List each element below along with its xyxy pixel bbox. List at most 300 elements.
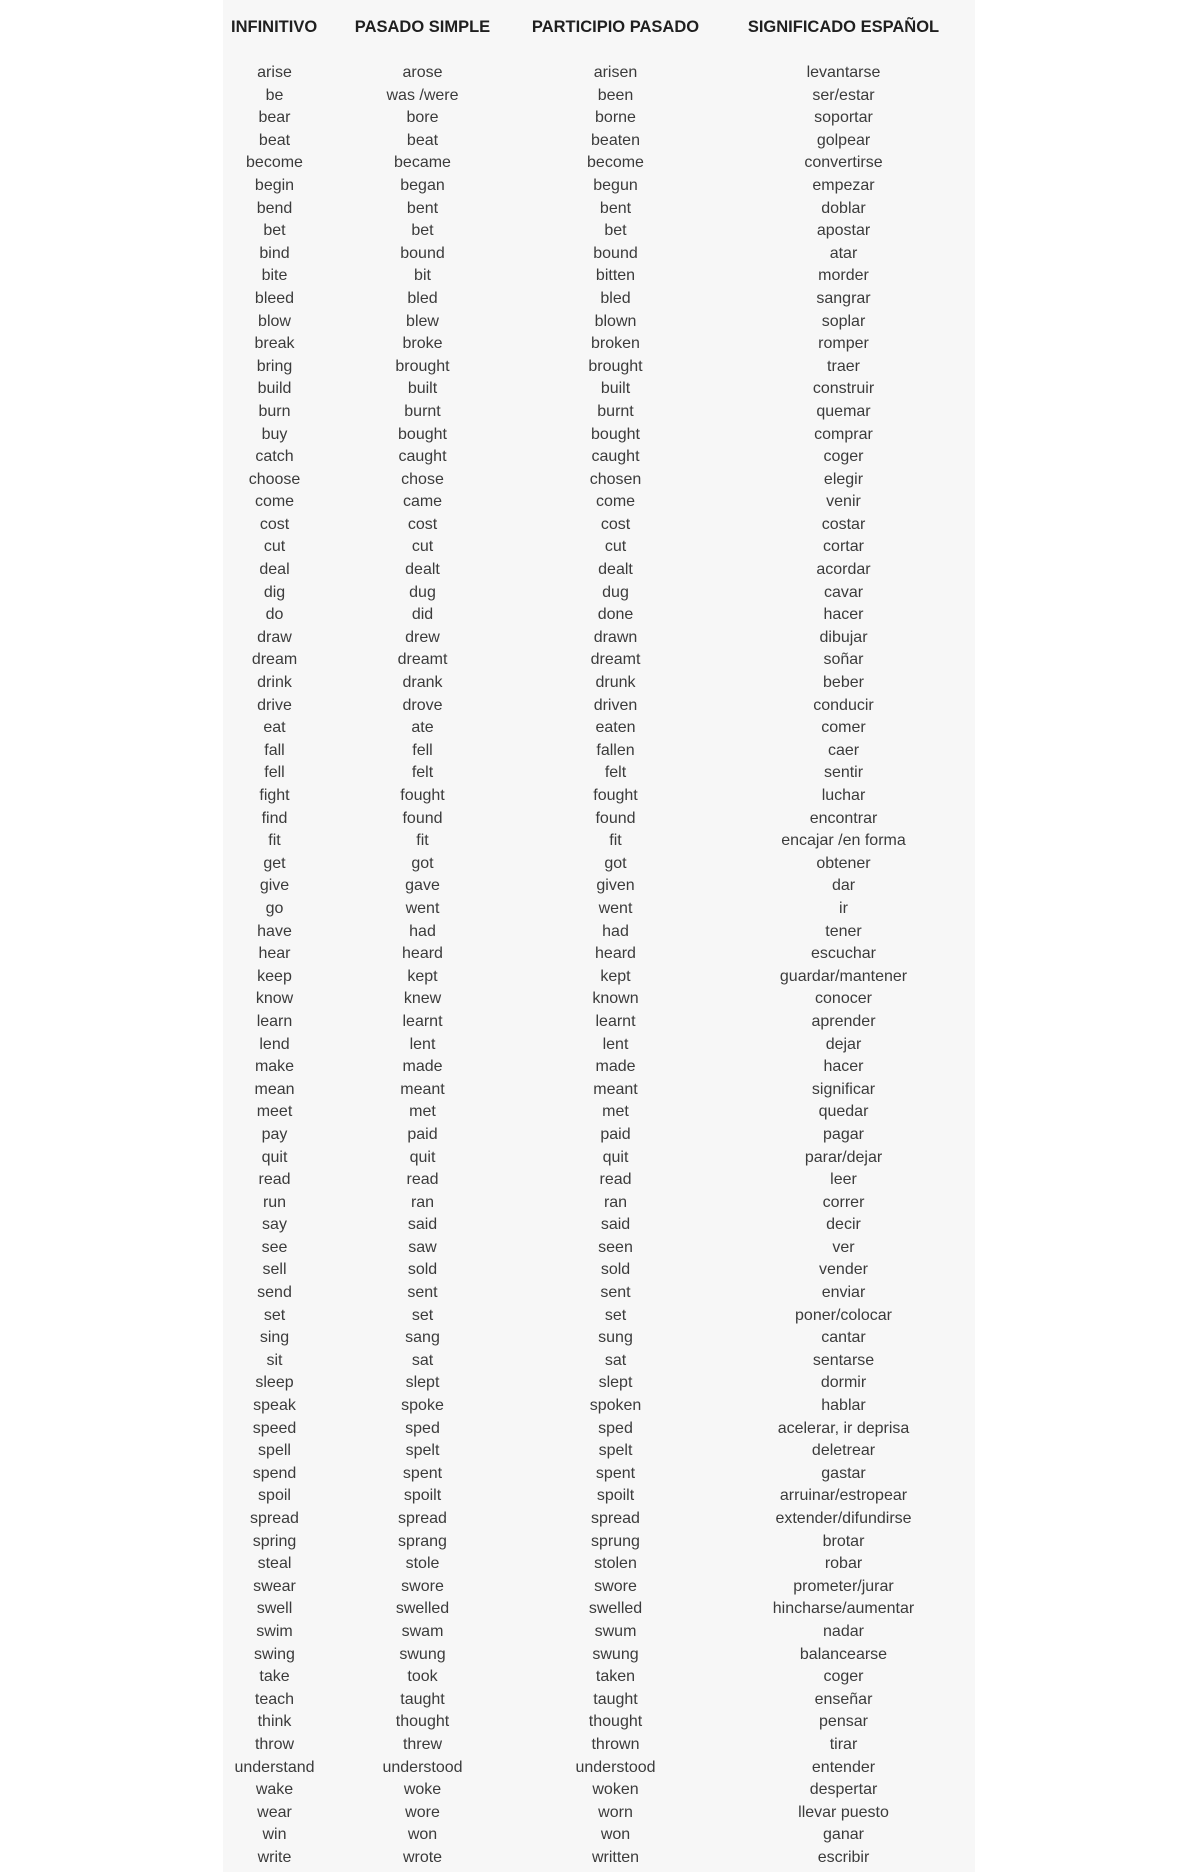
past-simple-cell: swelled	[395, 1600, 450, 1618]
past-participle-cell: thrown	[591, 1735, 640, 1753]
infinitive-cell: write	[257, 1848, 292, 1866]
spanish-meaning-cell: dormir	[820, 1374, 867, 1392]
past-participle-cell: woken	[592, 1781, 639, 1799]
past-participle-cell: had	[602, 922, 629, 940]
spanish-meaning-cell: conducir	[813, 696, 874, 714]
past-simple-cell: kept	[407, 967, 438, 985]
table-row	[223, 808, 975, 831]
infinitive-cell: bleed	[254, 289, 295, 307]
infinitive-cell: hear	[258, 945, 291, 963]
infinitive-cell: speak	[253, 1397, 296, 1415]
past-participle-cell: bet	[604, 222, 627, 240]
table-row	[223, 243, 975, 266]
infinitive-cell: read	[258, 1171, 291, 1189]
infinitive-cell: break	[254, 335, 295, 353]
table-row	[223, 604, 975, 627]
past-simple-cell: woke	[403, 1781, 442, 1799]
past-participle-cell: begun	[593, 176, 638, 194]
spanish-meaning-cell: comer	[821, 719, 866, 737]
table-row	[223, 582, 975, 605]
infinitive-cell: choose	[248, 470, 301, 488]
infinitive-cell: do	[265, 606, 284, 624]
past-participle-cell: caught	[591, 448, 640, 466]
past-simple-cell: began	[400, 176, 445, 194]
table-row	[223, 1011, 975, 1034]
spanish-meaning-cell: brotar	[822, 1532, 865, 1550]
infinitive-cell: quit	[261, 1148, 288, 1166]
past-simple-cell: came	[402, 493, 443, 511]
table-row	[223, 446, 975, 469]
infinitive-cell: see	[261, 1238, 288, 1256]
past-simple-cell: spread	[398, 1510, 447, 1527]
past-simple-cell: wore	[405, 1803, 440, 1821]
infinitive-cell: make	[254, 1058, 295, 1076]
table-row	[223, 966, 975, 989]
spanish-meaning-cell: dejar	[825, 1035, 862, 1053]
past-simple-cell: bled	[407, 289, 438, 307]
table-row	[223, 1689, 975, 1712]
infinitive-cell: bend	[256, 199, 293, 217]
past-participle-cell: swum	[594, 1622, 637, 1640]
past-simple-cell: was /were	[386, 86, 459, 104]
infinitive-cell: give	[259, 877, 290, 895]
table-row	[223, 1711, 975, 1734]
past-simple-cell: bit	[414, 267, 431, 285]
past-participle-cell: went	[598, 899, 633, 917]
past-simple-cell: fell	[412, 741, 433, 759]
past-simple-cell: spent	[402, 1464, 443, 1482]
past-simple-cell: fit	[416, 832, 429, 850]
spanish-meaning-cell: vender	[819, 1261, 868, 1279]
spanish-meaning-cell: quemar	[816, 402, 871, 420]
past-participle-cell: made	[595, 1058, 636, 1076]
infinitive-cell: become	[246, 154, 303, 172]
past-participle-cell: lent	[602, 1035, 629, 1053]
table-row	[223, 785, 975, 808]
past-participle-cell: sold	[600, 1261, 631, 1279]
spanish-meaning-cell: encajar /en forma	[781, 832, 906, 850]
past-simple-cell: thought	[395, 1713, 450, 1731]
spanish-meaning-cell: aprender	[811, 1012, 876, 1030]
past-simple-cell: arose	[402, 64, 443, 81]
infinitive-cell: spread	[250, 1510, 299, 1527]
infinitive-cell: begin	[254, 176, 295, 194]
table-row	[223, 672, 975, 695]
infinitive-cell: dig	[263, 583, 286, 601]
table-row	[223, 536, 975, 559]
infinitive-cell: run	[262, 1193, 287, 1211]
table-row	[223, 1214, 975, 1237]
past-participle-cell: chosen	[589, 470, 642, 488]
table-row	[223, 921, 975, 944]
header-pasado-simple: PASADO SIMPLE	[354, 17, 491, 36]
table-row	[223, 107, 975, 130]
infinitive-cell: say	[262, 1216, 287, 1234]
spanish-meaning-cell: doblar	[821, 199, 866, 217]
spanish-meaning-cell: pagar	[823, 1125, 864, 1143]
past-participle-cell: burnt	[597, 402, 634, 420]
infinitive-cell: pay	[261, 1125, 288, 1143]
infinitive-cell: spoil	[258, 1487, 291, 1505]
past-simple-cell: sang	[405, 1329, 440, 1347]
past-participle-cell: thought	[588, 1713, 643, 1731]
past-simple-cell: said	[407, 1216, 438, 1234]
past-participle-cell: sped	[598, 1419, 633, 1437]
spanish-meaning-cell: escuchar	[811, 945, 876, 963]
past-simple-cell: read	[406, 1171, 439, 1189]
past-participle-cell: swore	[594, 1577, 637, 1595]
spanish-meaning-cell: venir	[826, 493, 861, 511]
past-participle-cell: given	[596, 877, 635, 895]
past-simple-cell: found	[402, 809, 443, 827]
spanish-meaning-cell: encontrar	[809, 809, 878, 827]
table-row	[223, 1779, 975, 1802]
table-row	[223, 1757, 975, 1780]
table-row	[223, 1485, 975, 1508]
infinitive-cell: spend	[252, 1464, 297, 1482]
past-participle-cell: bought	[591, 425, 640, 443]
table-row	[223, 1372, 975, 1395]
infinitive-cell: teach	[254, 1690, 295, 1708]
spanish-meaning-cell: hincharse/aumentar	[772, 1600, 915, 1618]
infinitive-cell: catch	[255, 448, 294, 466]
spanish-meaning-cell: caer	[827, 741, 860, 759]
past-participle-cell: said	[600, 1216, 631, 1234]
infinitive-cell: cut	[263, 538, 286, 556]
table-row	[223, 740, 975, 763]
past-simple-cell: bet	[411, 222, 434, 240]
infinitive-cell: meet	[256, 1103, 293, 1121]
spanish-meaning-cell: convertirse	[804, 154, 883, 172]
table-row	[223, 1824, 975, 1847]
spanish-meaning-cell: hacer	[823, 606, 864, 624]
past-participle-cell: heard	[595, 945, 636, 963]
past-participle-cell: bled	[600, 289, 631, 307]
spanish-meaning-cell: leer	[830, 1171, 857, 1189]
spanish-meaning-cell: balancearse	[799, 1645, 888, 1663]
table-row	[223, 1237, 975, 1260]
table-row	[223, 1395, 975, 1418]
past-simple-cell: cut	[411, 538, 434, 556]
table-row	[223, 627, 975, 650]
infinitive-cell: fit	[268, 832, 281, 850]
spanish-meaning-cell: quedar	[818, 1103, 869, 1121]
spanish-meaning-cell: comprar	[814, 425, 873, 443]
spanish-meaning-cell: coger	[823, 1668, 864, 1686]
past-simple-cell: had	[409, 922, 436, 940]
past-participle-cell: won	[600, 1826, 631, 1844]
spanish-meaning-cell: luchar	[821, 787, 866, 804]
past-participle-cell: quit	[602, 1148, 629, 1166]
infinitive-cell: bring	[256, 357, 293, 375]
past-simple-cell: spoilt	[403, 1487, 442, 1505]
table-row	[223, 762, 975, 785]
past-participle-cell: worn	[598, 1803, 633, 1821]
header-row	[223, 0, 975, 54]
spanish-meaning-cell: romper	[818, 335, 869, 353]
spanish-meaning-cell: coger	[823, 448, 864, 466]
spanish-meaning-cell: enviar	[821, 1284, 866, 1302]
table-row	[223, 311, 975, 334]
table-row	[223, 898, 975, 921]
infinitive-cell: sleep	[255, 1374, 294, 1392]
table-row	[223, 943, 975, 966]
spanish-meaning-cell: soplar	[821, 312, 866, 330]
infinitive-cell: beat	[258, 131, 291, 149]
infinitive-cell: learn	[256, 1012, 293, 1030]
infinitive-cell: swell	[256, 1600, 293, 1618]
irregular-verbs-table	[223, 0, 975, 1870]
infinitive-cell: deal	[259, 561, 290, 579]
header-infinitivo: INFINITIVO	[231, 17, 318, 36]
infinitive-cell: bear	[258, 109, 291, 127]
spanish-meaning-cell: costar	[821, 515, 866, 533]
table-row	[223, 830, 975, 853]
spanish-meaning-cell: pensar	[819, 1713, 868, 1731]
spanish-meaning-cell: atar	[829, 244, 858, 262]
infinitive-cell: burn	[258, 402, 291, 420]
table-row	[223, 1598, 975, 1621]
spanish-meaning-cell: dar	[831, 877, 856, 895]
infinitive-cell: swear	[253, 1577, 296, 1595]
past-simple-cell: slept	[405, 1374, 440, 1392]
table-row	[223, 220, 975, 243]
past-participle-cell: fit	[609, 832, 622, 850]
table-row	[223, 356, 975, 379]
spanish-meaning-cell: traer	[827, 357, 860, 375]
spanish-meaning-cell: cantar	[821, 1329, 866, 1347]
past-participle-cell: swung	[592, 1645, 639, 1663]
infinitive-cell: lend	[259, 1035, 290, 1053]
past-participle-cell: dealt	[598, 561, 633, 579]
spanish-meaning-cell: levantarse	[806, 64, 881, 81]
infinitive-cell: bite	[261, 267, 288, 285]
past-participle-cell: met	[602, 1103, 629, 1121]
spanish-meaning-cell: entender	[811, 1758, 876, 1776]
spanish-meaning-cell: ir	[839, 899, 848, 917]
infinitive-cell: drink	[257, 674, 292, 692]
header-participio-pasado: PARTICIPIO PASADO	[531, 17, 700, 36]
table-row	[223, 333, 975, 356]
past-participle-cell: been	[597, 86, 634, 104]
past-participle-cell: paid	[600, 1125, 631, 1143]
infinitive-cell: swing	[254, 1645, 295, 1663]
past-simple-cell: ate	[411, 719, 434, 737]
table-header	[223, 0, 975, 54]
spanish-meaning-cell: morder	[818, 267, 869, 285]
spanish-meaning-cell: extender/difundirse	[775, 1510, 912, 1527]
infinitive-cell: sit	[266, 1351, 283, 1369]
past-participle-cell: built	[600, 380, 631, 398]
infinitive-cell: bet	[263, 222, 286, 240]
table-body	[223, 54, 975, 1870]
past-simple-cell: drove	[402, 696, 443, 714]
table-row	[223, 559, 975, 582]
past-participle-cell: borne	[595, 109, 636, 127]
infinitive-cell: cost	[259, 515, 290, 533]
past-simple-cell: swore	[401, 1577, 444, 1595]
infinitive-cell: bind	[259, 244, 290, 262]
table-row	[223, 1327, 975, 1350]
spanish-meaning-cell: elegir	[823, 470, 864, 488]
table-row	[223, 853, 975, 876]
past-simple-cell: sold	[407, 1261, 438, 1279]
infinitive-cell: think	[257, 1713, 292, 1731]
table-row	[223, 62, 975, 85]
past-participle-cell: spoilt	[596, 1487, 635, 1505]
spanish-meaning-cell: poner/colocar	[795, 1306, 892, 1324]
infinitive-cell: come	[254, 493, 295, 511]
table-row	[223, 1666, 975, 1689]
spanish-meaning-cell: nadar	[823, 1622, 864, 1640]
past-simple-cell: dug	[409, 583, 436, 601]
table-row	[223, 1621, 975, 1644]
spanish-meaning-cell: ganar	[823, 1826, 864, 1844]
table-row	[223, 1644, 975, 1667]
past-simple-cell: met	[409, 1103, 436, 1121]
infinitive-cell: fell	[264, 764, 285, 782]
past-simple-cell: stole	[405, 1555, 440, 1573]
table-row	[223, 875, 975, 898]
table-row	[223, 1734, 975, 1757]
spanish-meaning-cell: arruinar/estropear	[779, 1487, 908, 1505]
past-participle-cell: taught	[593, 1690, 638, 1708]
infinitive-cell: wake	[255, 1781, 294, 1799]
header-significado-espanol: SIGNIFICADO ESPAÑOL	[747, 17, 940, 36]
spanish-meaning-cell: decir	[826, 1216, 861, 1234]
spanish-meaning-cell: correr	[822, 1193, 865, 1211]
past-participle-cell: understood	[575, 1758, 656, 1776]
table-row	[223, 175, 975, 198]
past-simple-cell: spoke	[401, 1397, 444, 1415]
infinitive-cell: draw	[257, 628, 292, 646]
past-simple-cell: drank	[402, 674, 443, 692]
table-row	[223, 85, 975, 108]
past-participle-cell: spent	[595, 1464, 636, 1482]
past-participle-cell: slept	[598, 1374, 633, 1392]
past-participle-cell: swelled	[588, 1600, 643, 1618]
infinitive-cell: go	[265, 899, 284, 917]
infinitive-cell: take	[259, 1668, 290, 1686]
spanish-meaning-cell: tener	[825, 922, 862, 940]
infinitive-cell: have	[257, 922, 292, 940]
table-row	[223, 424, 975, 447]
past-participle-cell: cost	[600, 515, 631, 533]
past-simple-cell: learnt	[402, 1012, 443, 1030]
infinitive-cell: sing	[259, 1329, 290, 1347]
past-simple-cell: sped	[405, 1419, 440, 1437]
past-participle-cell: blown	[594, 312, 637, 330]
table-row	[223, 152, 975, 175]
table-row	[223, 1056, 975, 1079]
past-simple-cell: sprang	[398, 1532, 447, 1550]
past-simple-cell: bound	[400, 244, 445, 262]
past-simple-cell: made	[402, 1058, 443, 1076]
spanish-meaning-cell: robar	[824, 1555, 863, 1573]
infinitive-cell: send	[257, 1284, 292, 1302]
spanish-meaning-cell: conocer	[815, 990, 872, 1008]
past-participle-cell: set	[604, 1306, 627, 1324]
past-simple-cell: became	[394, 154, 451, 172]
table-row	[223, 1034, 975, 1057]
spanish-meaning-cell: acelerar, ir deprisa	[777, 1419, 910, 1437]
spanish-meaning-cell: beber	[823, 674, 864, 692]
past-participle-cell: come	[595, 493, 636, 511]
spanish-meaning-cell: parar/dejar	[804, 1148, 883, 1166]
spanish-meaning-cell: ver	[832, 1238, 855, 1256]
infinitive-cell: throw	[254, 1735, 295, 1753]
past-simple-cell: swam	[401, 1622, 444, 1640]
past-simple-cell: paid	[407, 1125, 438, 1143]
past-simple-cell: spelt	[405, 1442, 440, 1460]
table-row	[223, 1259, 975, 1282]
table-row	[223, 1847, 975, 1870]
past-simple-cell: wrote	[402, 1848, 443, 1866]
past-simple-cell: threw	[402, 1735, 443, 1753]
past-simple-cell: drew	[405, 628, 440, 646]
past-simple-cell: swung	[399, 1645, 446, 1663]
past-simple-cell: fought	[400, 787, 445, 804]
infinitive-cell: sell	[262, 1261, 287, 1279]
past-participle-cell: ran	[603, 1193, 628, 1211]
table-row	[223, 1463, 975, 1486]
infinitive-cell: eat	[263, 719, 286, 737]
spanish-meaning-cell: gastar	[821, 1464, 866, 1482]
past-participle-cell: sung	[598, 1329, 633, 1347]
table-row	[223, 1508, 975, 1531]
infinitive-cell: know	[255, 990, 294, 1008]
past-participle-cell: meant	[593, 1080, 638, 1098]
infinitive-cell: dream	[251, 651, 298, 669]
table-row	[223, 491, 975, 514]
past-participle-cell: eaten	[595, 719, 636, 737]
past-participle-cell: cut	[604, 538, 627, 556]
spanish-meaning-cell: guardar/mantener	[779, 967, 908, 985]
infinitive-cell: buy	[261, 425, 288, 443]
spanish-meaning-cell: deletrear	[811, 1442, 876, 1460]
past-simple-cell: got	[411, 854, 434, 872]
past-participle-cell: written	[591, 1848, 640, 1866]
infinitive-cell: build	[257, 380, 292, 398]
past-simple-cell: took	[407, 1668, 438, 1686]
past-participle-cell: drunk	[595, 674, 636, 692]
table-row	[223, 1169, 975, 1192]
past-simple-cell: lent	[409, 1035, 436, 1053]
past-participle-cell: driven	[593, 696, 638, 714]
past-simple-cell: went	[405, 899, 440, 917]
past-simple-cell: chose	[401, 470, 444, 488]
past-participle-cell: taken	[595, 1668, 636, 1686]
spanish-meaning-cell: golpear	[816, 131, 871, 149]
spanish-meaning-cell: obtener	[816, 854, 871, 872]
past-participle-cell: spread	[591, 1510, 640, 1527]
past-simple-cell: felt	[411, 764, 434, 782]
past-simple-cell: bent	[406, 199, 439, 217]
past-simple-cell: knew	[403, 990, 442, 1008]
infinitive-cell: mean	[254, 1080, 295, 1098]
spanish-meaning-cell: dibujar	[819, 628, 868, 646]
spanish-meaning-cell: enseñar	[814, 1690, 873, 1708]
spanish-meaning-cell: empezar	[812, 176, 875, 194]
table-row	[223, 1553, 975, 1576]
infinitive-cell: get	[263, 854, 286, 872]
past-participle-cell: seen	[598, 1238, 633, 1256]
infinitive-cell: be	[265, 86, 284, 104]
table-row	[223, 1531, 975, 1554]
infinitive-cell: wear	[257, 1803, 292, 1821]
spanish-meaning-cell: cavar	[823, 583, 864, 601]
past-participle-cell: bitten	[595, 267, 636, 285]
